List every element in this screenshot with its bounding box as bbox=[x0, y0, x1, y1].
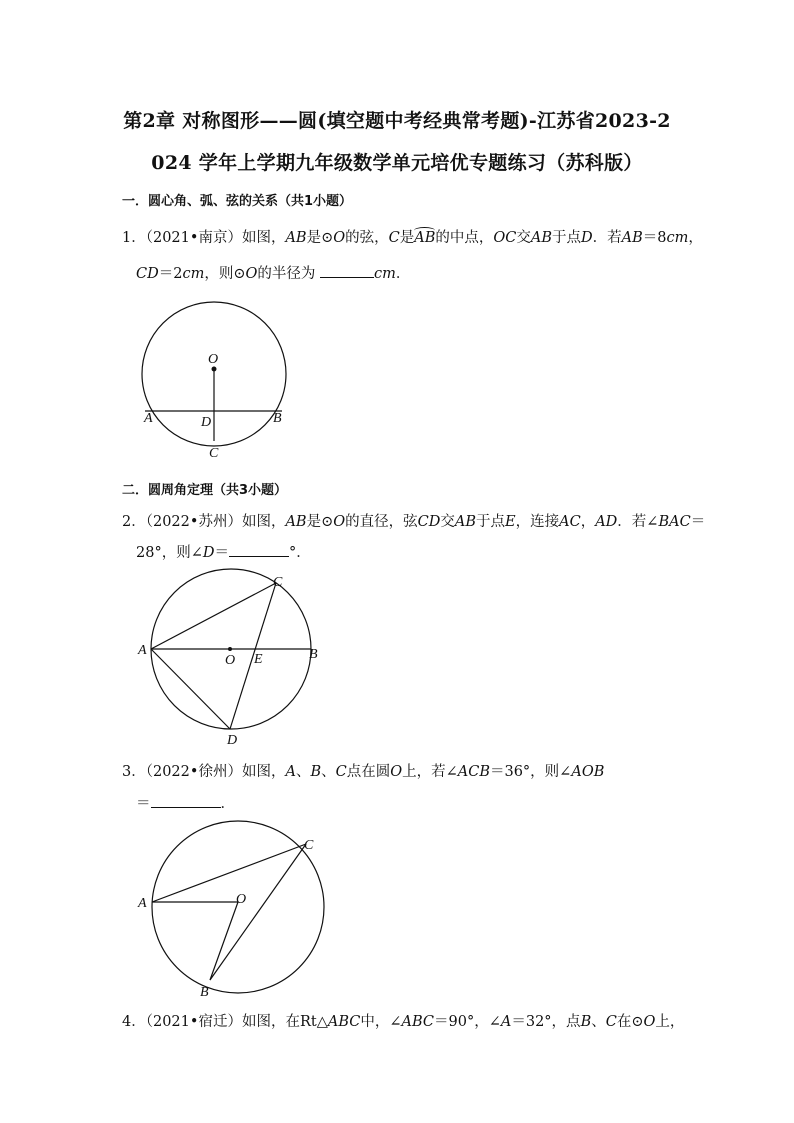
question-1-line-1: 1．（2021•南京）如图，AB是⊙O的弦，C是 AB的中点，OC交AB于点D．若AB＝8cm， bbox=[122, 226, 703, 247]
label-c: C bbox=[304, 838, 314, 853]
question-2-figure bbox=[132, 570, 332, 750]
segment-ac bbox=[152, 844, 306, 902]
section-heading-2: 二．圆周角定理（共3小题） bbox=[122, 483, 288, 498]
answer-blank[interactable] bbox=[320, 276, 374, 278]
label-c: C bbox=[273, 575, 283, 590]
question-source: （2022•徐州） bbox=[145, 764, 242, 780]
label-d: D bbox=[201, 415, 212, 430]
document-title-line-1: 第2章 对称图形——圆(填空题中考经典常考题)-江苏省2023-2 bbox=[123, 110, 671, 132]
label-b: B bbox=[273, 411, 282, 426]
section-heading-1: 一．圆心角、弧、弦的关系（共1小题） bbox=[122, 194, 353, 209]
question-source: （2021•宿迁） bbox=[145, 1014, 242, 1030]
segment-ob bbox=[210, 902, 238, 980]
label-c: C bbox=[209, 446, 219, 461]
label-b: B bbox=[309, 647, 318, 662]
center-point bbox=[212, 367, 217, 372]
chord-cd bbox=[230, 583, 276, 729]
question-number: 2． bbox=[122, 514, 146, 530]
label-b: B bbox=[200, 985, 209, 1000]
question-source: （2022•苏州） bbox=[145, 514, 242, 530]
question-2-line-2: 28°，则∠D＝ °． bbox=[136, 545, 311, 561]
question-1-line-2: CD＝2cm，则⊙O的半径为 cm． bbox=[136, 266, 411, 282]
question-1-figure bbox=[120, 300, 320, 465]
label-a: A bbox=[144, 411, 153, 426]
question-3-line-2: ＝ ． bbox=[136, 796, 235, 812]
segment-ac bbox=[151, 583, 276, 649]
label-a: A bbox=[138, 643, 147, 658]
question-number: 4． bbox=[122, 1014, 146, 1030]
label-o: O bbox=[225, 653, 236, 668]
arc-notation: AB bbox=[414, 230, 435, 246]
segment-ad bbox=[151, 649, 230, 729]
question-source: （2021•南京） bbox=[145, 230, 242, 246]
segment-cb bbox=[210, 844, 306, 980]
label-o: O bbox=[236, 892, 247, 907]
label-o: O bbox=[208, 352, 219, 367]
label-d: D bbox=[227, 733, 238, 748]
label-a: A bbox=[138, 896, 147, 911]
question-number: 3． bbox=[122, 764, 146, 780]
question-number: 1． bbox=[122, 230, 146, 246]
question-3-line-1: 3．（2022•徐州）如图，A、B、C点在圆O上，若∠ACB＝36°，则∠AOB bbox=[122, 764, 605, 780]
question-2-line-1: 2．（2022•苏州）如图，AB是⊙O的直径，弦CD交AB于点E，连接AC，AD．若∠BAC＝ bbox=[122, 514, 706, 530]
center-point bbox=[228, 647, 232, 651]
question-3-figure bbox=[132, 825, 342, 1000]
document-title-line-2: 024 学年上学期九年级数学单元培优专题练习（苏科版） bbox=[151, 152, 643, 174]
arc-mark-icon bbox=[414, 227, 435, 234]
question-4-line-1: 4．（2021•宿迁）如图，在Rt△ABC中，∠ABC＝90°，∠A＝32°，点B、C在⊙O上， bbox=[122, 1014, 685, 1030]
answer-blank[interactable] bbox=[229, 555, 289, 557]
answer-blank[interactable] bbox=[151, 806, 221, 808]
label-e: E bbox=[254, 652, 263, 667]
